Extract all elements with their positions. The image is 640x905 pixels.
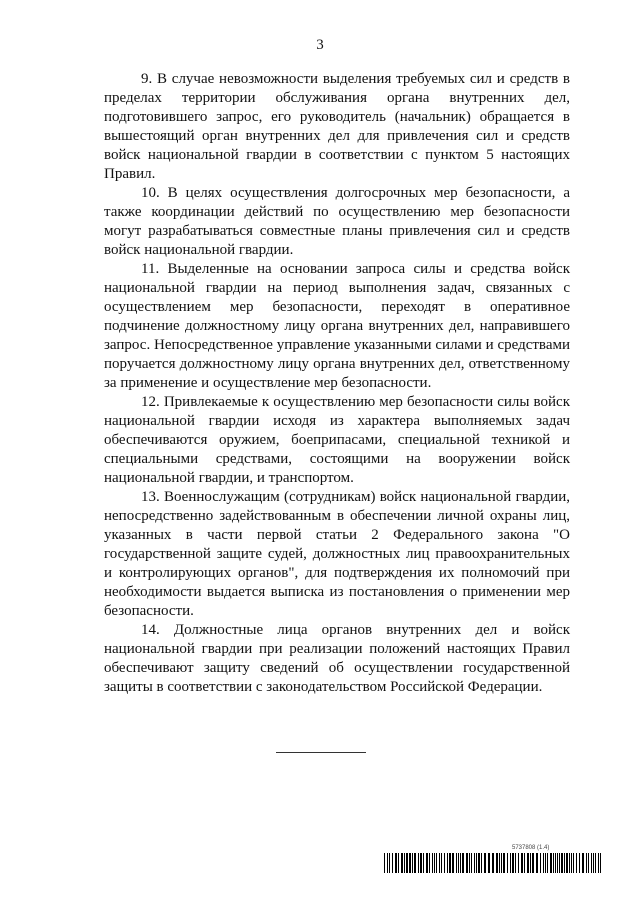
paragraph-9: 9. В случае невозможности выделения требуемых сил и средств в пределах территории обслуживания органа внутренних дел, подготовившего запрос, его руководитель (начальник) обращается в вышестоящий орган внутренних дел для привлечения сил и средств войск национальной гвардии в соответствии с пунктом 5 настоящих Правил.	[104, 71, 570, 182]
page-number: 3	[316, 37, 324, 53]
paragraph-13: 13. Военнослужащим (сотрудникам) войск национальной гвардии, непосредственно задействованным в обеспечении личной охраны лиц, указанных в части первой статьи 2 Федерального закона "О государственной защите судей, должностных лиц правоохранительных и контролирующих органов", для подтверждения их полномочий при необходимости выдается выписка из постановления о применении мер безопасности.	[104, 489, 570, 619]
barcode	[384, 853, 602, 873]
paragraph-12: 12. Привлекаемые к осуществлению мер безопасности силы войск национальной гвардии исходя из характера выполняемых задач обеспечиваются оружием, боеприпасами, специальной техникой и специальными средствами, состоящими на вооружении войск национальной гвардии, и транспортом.	[104, 394, 570, 486]
barcode-caption: 5737808 (1.4)	[512, 845, 550, 851]
end-separator-line	[276, 752, 366, 753]
paragraph-10: 10. В целях осуществления долгосрочных мер безопасности, а также координации действий по осуществлению мер безопасности могут разрабатываться совместные планы привлечения сил и средств войск национальной гвардии.	[104, 185, 570, 258]
paragraph-11: 11. Выделенные на основании запроса силы и средства войск национальной гвардии на период выполнения задач, связанных с осуществлением мер безопасности, переходят в оперативное подчинение должностному лицу органа внутренних дел, направившего запрос. Непосредственное управление указанными силами и средствами поручается должностному лицу органа внутренних дел, ответственному за применение и осуществление мер безопасности.	[104, 261, 570, 391]
paragraph-14: 14. Должностные лица органов внутренних дел и войск национальной гвардии при реализации положений настоящих Правил обеспечивают защиту сведений об осуществлении государственной защиты в соответствии с законодательством Российской Федерации.	[104, 622, 570, 695]
document-body	[104, 70, 570, 697]
